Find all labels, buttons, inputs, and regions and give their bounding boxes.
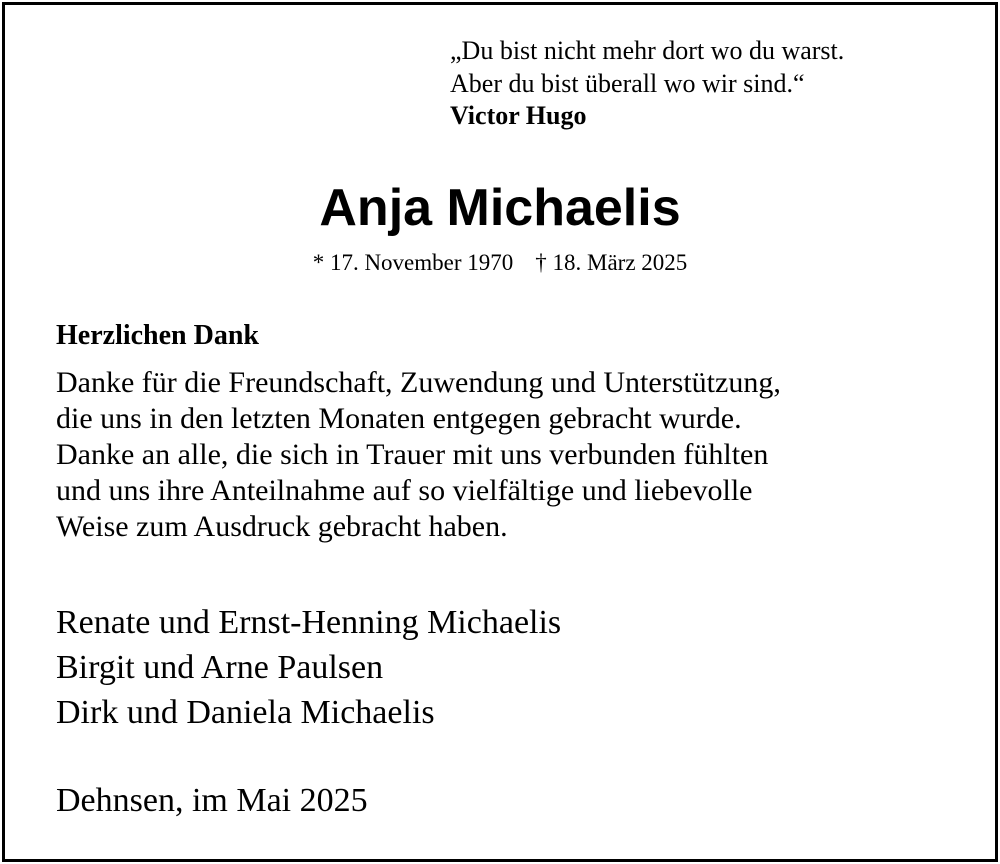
quote-author: Victor Hugo <box>450 101 587 130</box>
death-date: † 18. März 2025 <box>535 250 688 275</box>
thanks-line: und uns ihre Anteilnahme auf so vielfältige und liebevolle <box>56 474 753 507</box>
place-date: Dehnsen, im Mai 2025 <box>56 782 368 819</box>
thanks-line: die uns in den letzten Monaten entgegen gebracht wurde. <box>56 402 742 435</box>
family-member: Birgit und Arne Paulsen <box>56 649 384 686</box>
quote-line: Aber du bist überall wo wir sind.“ <box>450 68 805 98</box>
thanks-line: Danke für die Freundschaft, Zuwendung und Unterstützung, <box>56 366 781 399</box>
quote-line: „Du bist nicht mehr dort wo du warst. <box>450 36 845 65</box>
life-dates <box>0 248 1000 278</box>
thanks-text <box>56 365 781 545</box>
birth-date: * 17. November 1970 <box>312 250 514 275</box>
family-member: Dirk und Daniela Michaelis <box>56 694 435 731</box>
family-signatures <box>56 600 561 735</box>
thanks-line: Weise zum Ausdruck gebracht haben. <box>56 510 508 543</box>
thanks-line: Danke an alle, die sich in Trauer mit uns verbunden fühlten <box>56 438 769 471</box>
family-member: Renate und Ernst-Henning Michaelis <box>56 604 562 641</box>
thanks-heading: Herzlichen Dank <box>56 320 259 351</box>
deceased-name: Anja Michaelis <box>319 179 681 237</box>
quote-block <box>450 35 844 133</box>
